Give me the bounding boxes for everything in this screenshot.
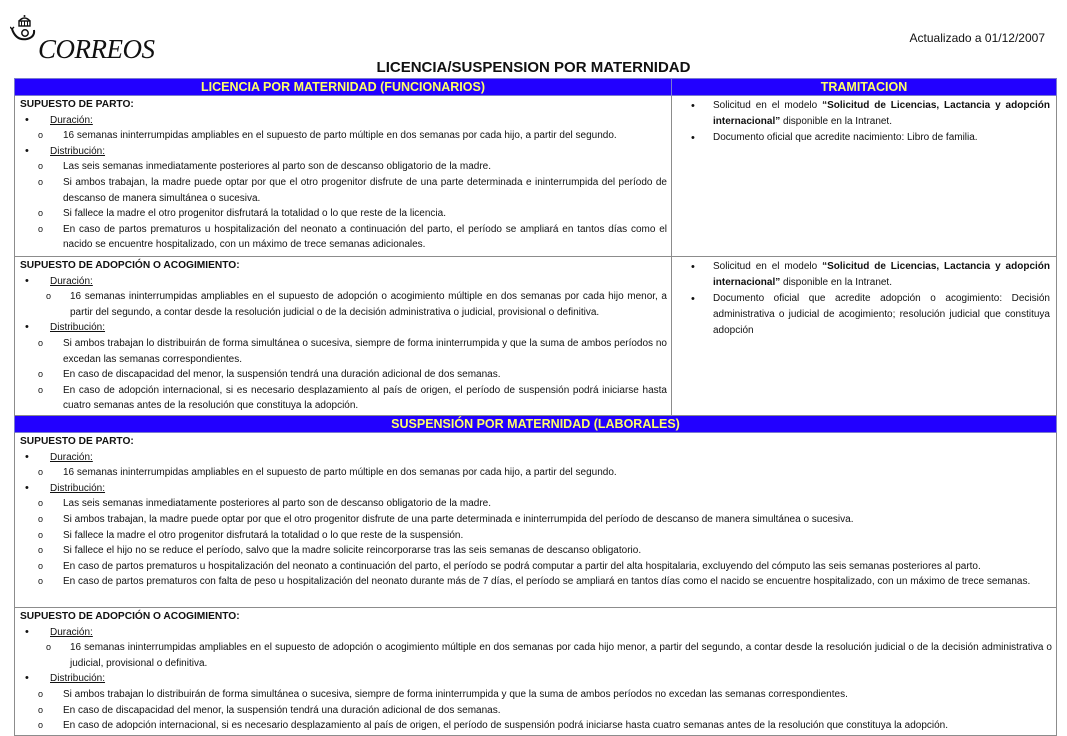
laborales-parto-row [15,432,1057,607]
list-item: o 16 semanas ininterrumpidas ampliables en el supuesto de parto múltiple en dos semanas por cada hijo, a partir del segundo. [20,465,1052,481]
funcionarios-adopcion-tramitacion [672,257,1057,416]
funcionarios-parto-tramitacion [672,96,1057,257]
list-item: o Si fallece la madre el otro progenitor disfrutará la totalidad o lo que reste de la suspensión. [20,528,1052,544]
list-item: o Si fallece la madre el otro progenitor disfrutará la totalidad o lo que reste de la licencia. [20,206,667,222]
list-item: o En caso de adopción internacional, si es necesario desplazamiento al país de origen, el período de suspensión podrá iniciarse hasta cuatro semanas antes de la resolución que constituya la adopción. [20,383,667,414]
laborales-adopcion-row [15,607,1057,735]
list-item: o En caso de partos prematuros con falta de peso u hospitalización del neonato durante más de 7 días, el período se ampliará en tantos días como el nacido se encuentre hospitalizado, con un máximo de trece semanas. [20,574,1052,590]
funcionarios-parto-cell [15,96,672,257]
tramitacion-item: • Documento oficial que acredite adopción o acogimiento: Decisión administrativa o judicial de acogimiento; resolución judicial que constituya adopción [677,291,1052,339]
tramitacion-item: • Solicitud en el modelo “Solicitud de Licencias, Lactancia y adopción internacional” disponible en la Intranet. [677,259,1052,291]
tramitacion-item: • Documento oficial que acredite nacimiento: Libro de familia. [677,130,1052,146]
funcionarios-parto-row [15,96,1057,257]
funcionarios-adopcion-cell [15,257,672,416]
laborales-header-row [15,415,1057,432]
funcionarios-adopcion-row [15,257,1057,416]
list-item: o En caso de discapacidad del menor, la suspensión tendrá una duración adicional de dos semanas. [20,703,1052,719]
list-item: o En caso de partos prematuros u hospitalización del neonato a continuación del parto, el período se ampliará en tantos días como el nacido se encuentre hospitalizado, con un máximo de trece semanas adicionales. [20,222,667,253]
duracion-label: • Duración: [20,625,1052,641]
list-item: o Si ambos trabajan, la madre puede optar por que el otro progenitor disfrute de una parte determinada e ininterrumpida del período de descanso de manera simultánea o sucesiva. [20,175,667,206]
section-title: SUPUESTO DE ADOPCIÓN O ACOGIMIENTO: [20,260,240,271]
page-title: LICENCIA/SUSPENSION POR MATERNIDAD [376,59,691,76]
list-item: o 16 semanas ininterrumpidas ampliables en el supuesto de adopción o acogimiento múltiple en dos semanas por cada hijo menor, a partir del segundo, a contar desde la resolución judicial o de la decisión administrativa o judicial, provisional o definitiva. [20,640,1052,671]
list-item: o 16 semanas ininterrumpidas ampliables en el supuesto de parto múltiple en dos semanas por cada hijo, a partir del segundo. [20,128,667,144]
updated-date: Actualizado a 01/12/2007 [909,31,1045,45]
list-item: o Si ambos trabajan lo distribuirán de forma simultánea o sucesiva, siempre de forma ininterrumpida y que la suma de ambos períodos no excedan las semanas correspondientes. [20,687,1052,703]
section-title: SUPUESTO DE PARTO: [20,435,134,447]
list-item: o Si fallece el hijo no se reduce el período, salvo que la madre solicite reincorporarse tras las seis semanas de descanso obligatorio. [20,543,1052,559]
laborales-adopcion-cell [15,607,1057,735]
duracion-label: • Duración: [20,274,667,290]
distribucion-label: • Distribución: [20,320,667,336]
post-horn-crown-icon [10,14,40,48]
list-item: o 16 semanas ininterrumpidas ampliables en el supuesto de adopción o acogimiento múltiple en dos semanas por cada hijo menor, a partir del segundo, a contar desde la resolución judicial o de la decisión administrativa o judicial, provisional o definitiva. [20,289,667,320]
tramitacion-item: • Solicitud en el modelo “Solicitud de Licencias, Lactancia y adopción internacional” disponible en la Intranet. [677,98,1052,130]
list-item: o Las seis semanas inmediatamente posteriores al parto son de descanso obligatorio de la madre. [20,159,667,175]
section-title: SUPUESTO DE PARTO: [20,99,134,110]
distribucion-label: • Distribución: [20,481,1052,497]
list-item: o En caso de adopción internacional, si es necesario desplazamiento al país de origen, el período de suspensión podrá iniciarse hasta cuatro semanas antes de la resolución que constituya la adopción. [20,718,1052,734]
list-item: o Si ambos trabajan, la madre puede optar por que el otro progenitor disfrute de una parte determinada e ininterrumpida del período de descanso de manera simultánea o sucesiva. [20,512,1052,528]
list-item: o En caso de partos prematuros u hospitalización del neonato a continuación del parto, el período se podrá computar a partir del alta hospitalaria, excluyendo del cómputo las seis semanas posteriores al parto. [20,559,1052,575]
list-item: o Si ambos trabajan lo distribuirán de forma simultánea o sucesiva, siempre de forma ininterrumpida y que la suma de ambos períodos no excedan las semanas correspondientes. [20,336,667,367]
correos-logo [10,14,170,62]
laborales-parto-cell [15,432,1057,607]
list-item: o En caso de discapacidad del menor, la suspensión tendrá una duración adicional de dos semanas. [20,367,667,383]
maternity-table [14,78,1057,736]
list-item: o Las seis semanas inmediatamente posteriores al parto son de descanso obligatorio de la madre. [20,496,1052,512]
distribucion-label: • Distribución: [20,671,1052,687]
distribucion-label: • Distribución: [20,144,667,160]
logo-text: CORREOS [38,34,155,64]
section-title: SUPUESTO DE ADOPCIÓN O ACOGIMIENTO: [20,610,240,622]
funcionarios-header-row [15,79,1057,96]
duracion-label: • Duración: [20,450,1052,466]
duracion-label: • Duración: [20,113,667,129]
laborales-heading: SUSPENSIÓN POR MATERNIDAD (LABORALES) [15,415,1057,432]
funcionarios-heading: LICENCIA POR MATERNIDAD (FUNCIONARIOS) [15,79,672,96]
tramitacion-heading: TRAMITACION [672,79,1057,96]
